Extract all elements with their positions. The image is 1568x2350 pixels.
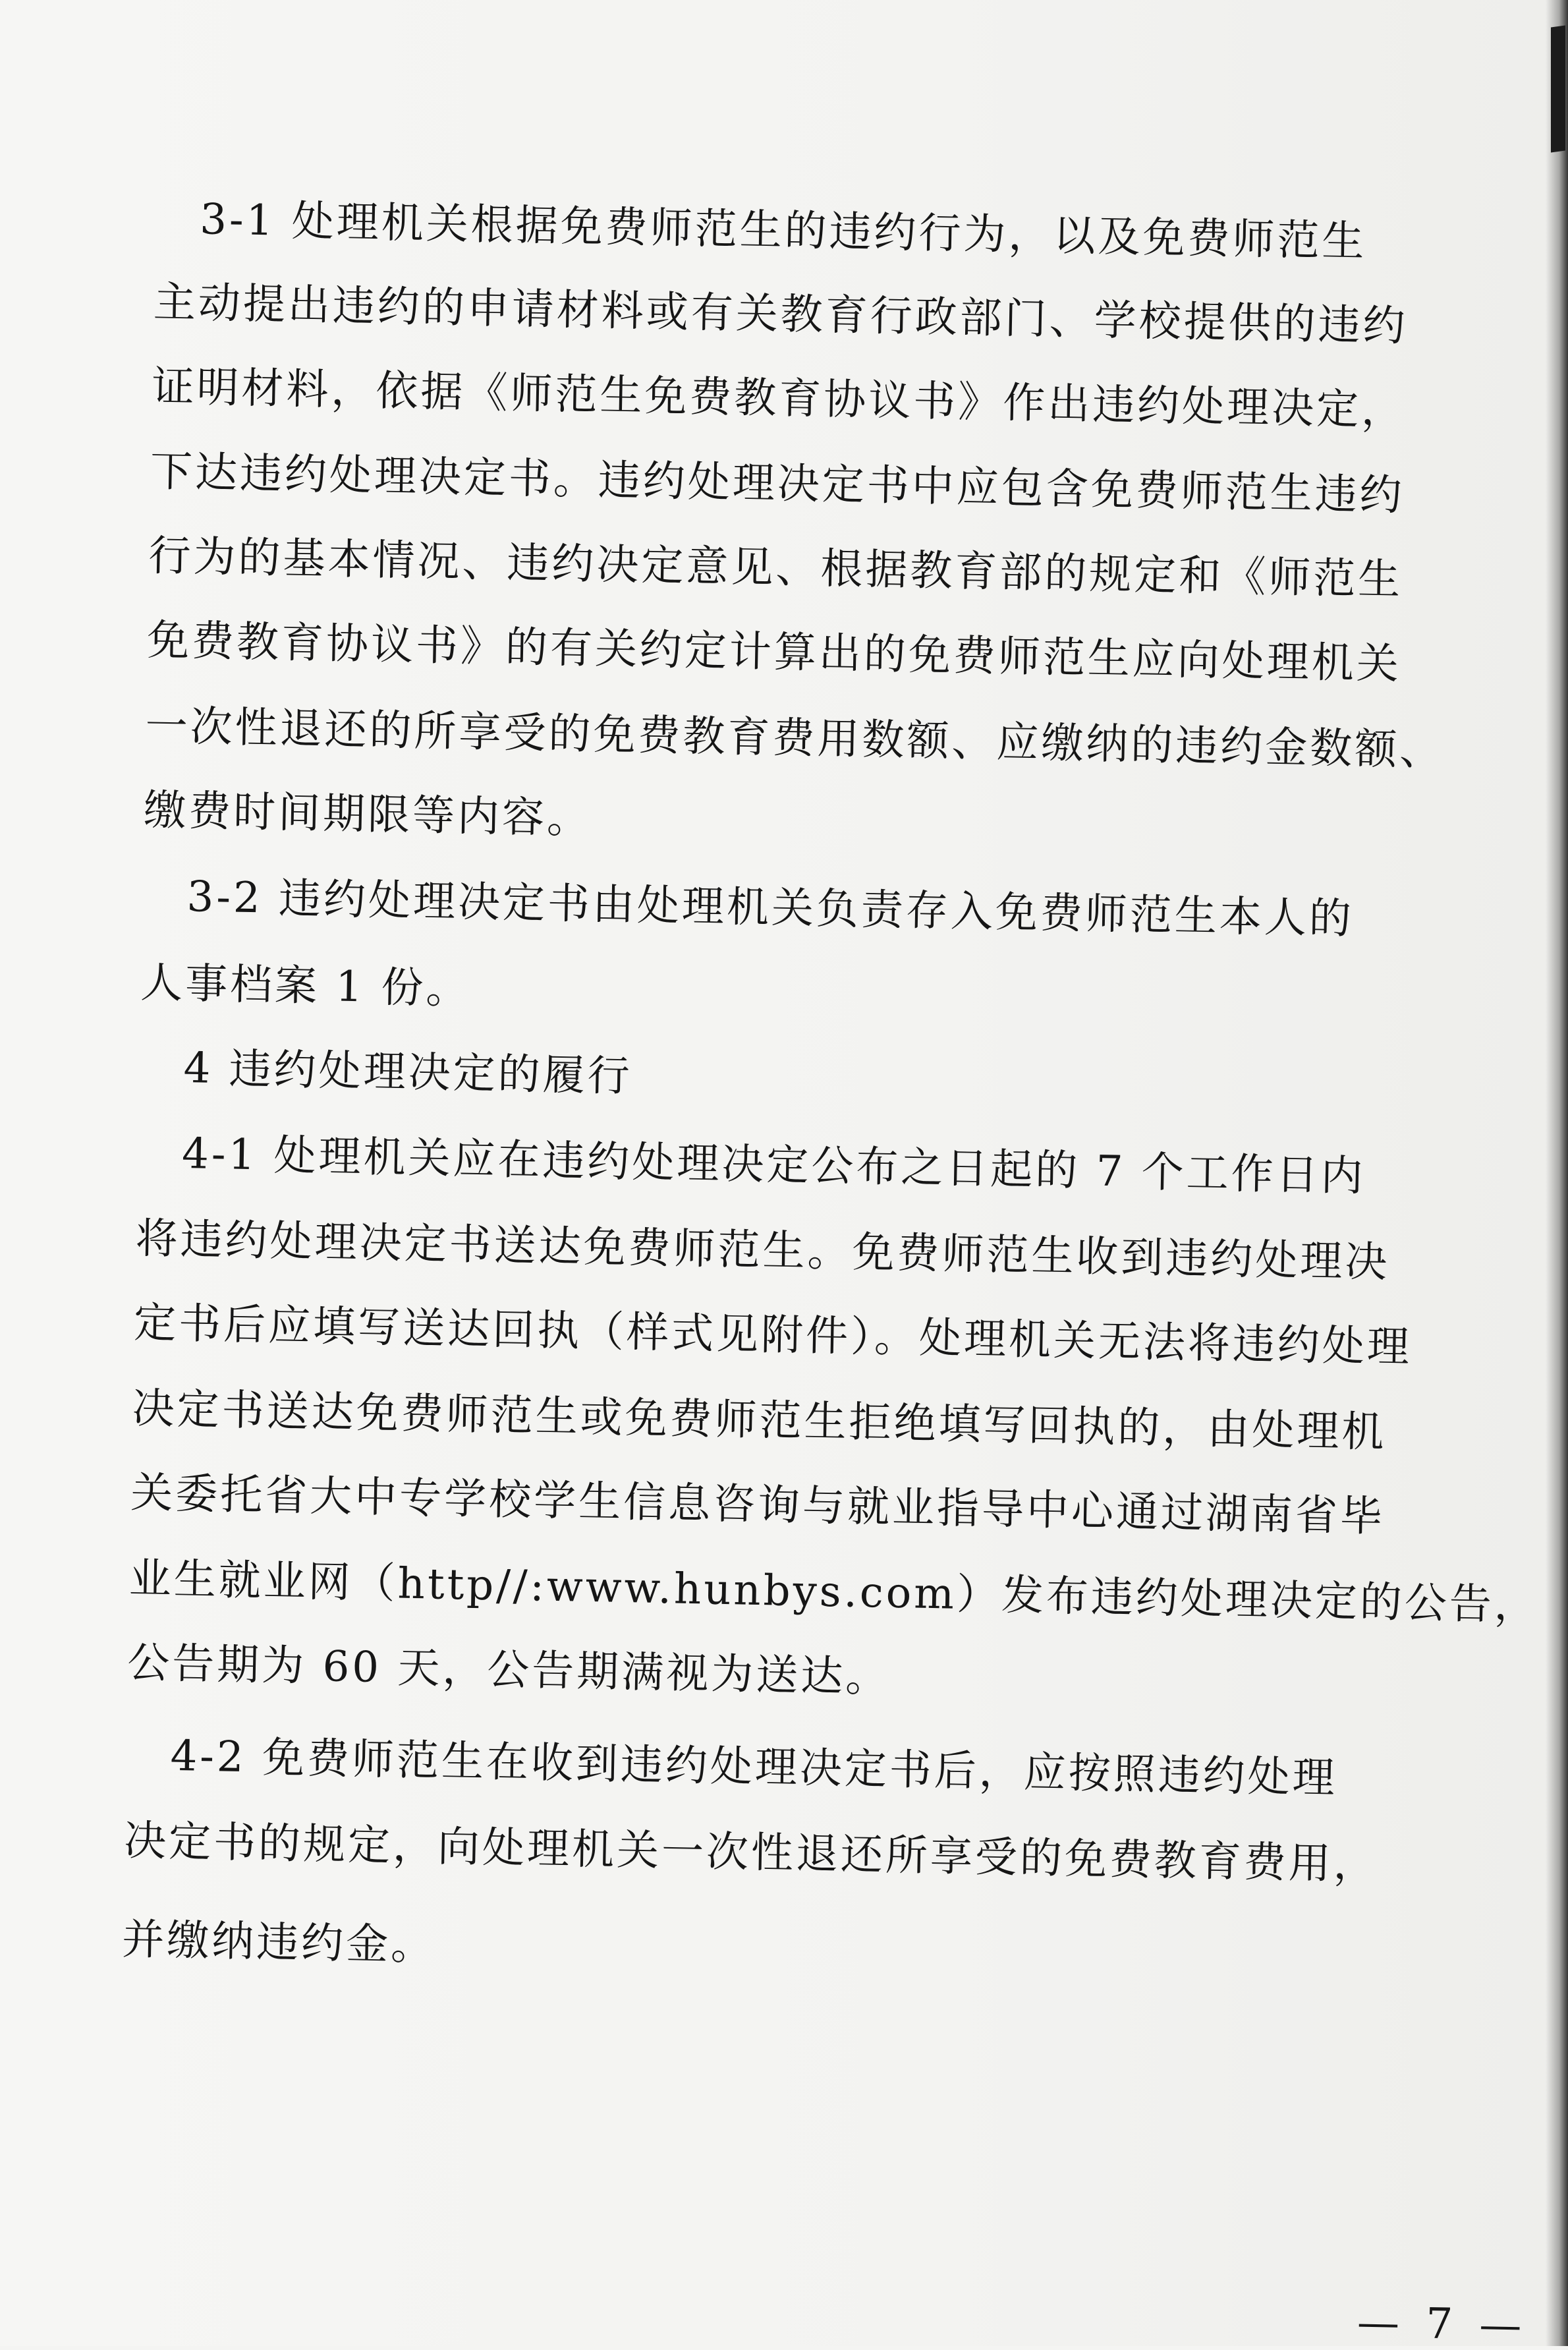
binding-edge-shadow [1546,0,1568,2346]
text-line: 证明材料，依据《师范生免费教育协议书》作出违约处理决定， [151,362,1407,436]
text-line: 人事档案 1 份。 [140,958,472,1014]
text-line: 3-1 处理机关根据免费师范生的违约行为，以及免费师范生 [154,194,1368,267]
body-text [121,194,1540,1970]
page-number: — 7 — [1357,2298,1529,2350]
text-line: 定书后应填写送达回执（样式见附件）。处理机关无法将违约处理 [133,1298,1413,1372]
text-line: 决定书送达免费师范生或免费师范生拒绝填写回执的，由处理机 [132,1384,1387,1458]
text-line: 将违约处理决定书送达免费师范生。免费师范生收到违约处理决 [134,1214,1391,1288]
text-line: 主动提出违约的申请材料或有关教育行政部门、学校提供的违约 [153,277,1409,351]
text-line: 决定书的规定，向处理机关一次性退还所享受的免费教育费用， [123,1816,1379,1890]
text-line: 公告期为 60 天，公告期满视为送达。 [126,1638,891,1702]
binding-edge-mark [1551,25,1565,152]
text-line: 业生就业网（http//:www.hunbys.com）发布违约处理决定的公告， [128,1554,1540,1630]
text-line: 3-2 违约处理决定书由处理机关负责存入免费师范生本人的 [141,871,1355,944]
text-line: 4-2 免费师范生在收到违约处理决定书后，应按照违约处理 [125,1731,1338,1803]
text-line: 行为的基本情况、违约决定意见、根据教育部的规定和《师范生 [148,531,1403,605]
text-line: 下达违约处理决定书。违约处理决定书中应包含免费师范生违约 [150,447,1405,521]
text-line: 关委托省大中专学校学生信息咨询与就业指导中心通过湖南省毕 [130,1468,1386,1542]
text-line: 4-1 处理机关应在违约处理决定公布之日起的 7 个工作日内 [136,1128,1366,1201]
text-line: 免费教育协议书》的有关约定计算出的免费师范生应向处理机关 [146,616,1402,689]
text-line: 缴费时间期限等内容。 [143,786,592,844]
section-heading: 4 违约处理决定的履行 [138,1043,633,1102]
text-line: 一次性退还的所享受的免费教育费用数额、应缴纳的违约金数额、 [144,701,1445,776]
text-line: 并缴纳违约金。 [121,1915,436,1970]
